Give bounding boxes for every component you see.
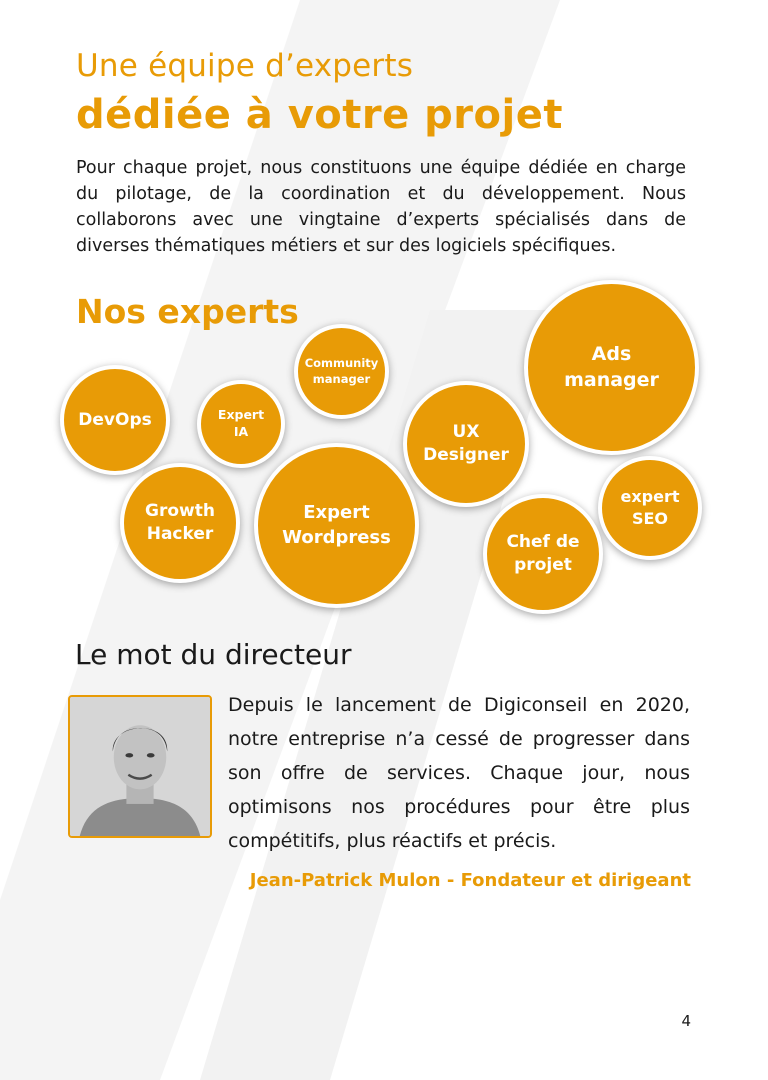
director-signature: Jean-Patrick Mulon - Fondateur et dirigeant — [249, 870, 691, 891]
expert-bubble-ads-manager — [524, 280, 699, 455]
expert-bubble-label: Ads manager — [564, 342, 659, 391]
director-portrait-icon — [70, 697, 210, 836]
director-section-title: Le mot du directeur — [75, 638, 352, 671]
expert-bubble-expert-seo — [598, 456, 702, 560]
intro-paragraph: Pour chaque projet, nous constituons une équipe dédiée en charge du pilotage, de la coordination et du développement. Nous collaborons avec une vingtaine d’experts spécialisés dans de diverses thématiques métiers et sur des logiciels spécifiques. — [76, 158, 686, 256]
expert-bubble-community-manager — [294, 324, 389, 419]
expert-bubble-expert-ia — [197, 380, 285, 468]
expert-bubble-devops — [60, 365, 170, 475]
experts-section-title: Nos experts — [76, 292, 299, 331]
expert-bubble-growth-hacker — [120, 463, 240, 583]
page-title-line1: Une équipe d’experts — [76, 48, 414, 84]
page-title-line2: dédiée à votre projet — [76, 92, 563, 138]
expert-bubble-label: UX Designer — [423, 422, 509, 465]
director-message: Depuis le lancement de Digiconseil en 2020, notre entreprise n’a cessé de progresser dans son offre de services. Chaque jour, nous optimisons nos procédures pour être plus compétitifs, plus réactifs et précis. — [228, 694, 690, 852]
expert-bubble-label: expert SEO — [620, 487, 680, 528]
expert-bubble-label: DevOps — [78, 409, 152, 430]
expert-bubble-label: Expert IA — [217, 407, 265, 439]
expert-bubble-label: Growth Hacker — [145, 501, 215, 544]
page-number: 4 — [681, 1012, 691, 1030]
expert-bubble-label: Expert Wordpress — [282, 502, 391, 548]
expert-bubble-label: Chef de projet — [506, 532, 580, 575]
expert-bubble-label: Community manager — [304, 355, 379, 386]
expert-bubble-chef-de-projet — [483, 494, 603, 614]
director-photo — [68, 695, 212, 838]
expert-bubble-expert-wordpress — [254, 443, 419, 608]
expert-bubble-ux-designer — [403, 381, 529, 507]
